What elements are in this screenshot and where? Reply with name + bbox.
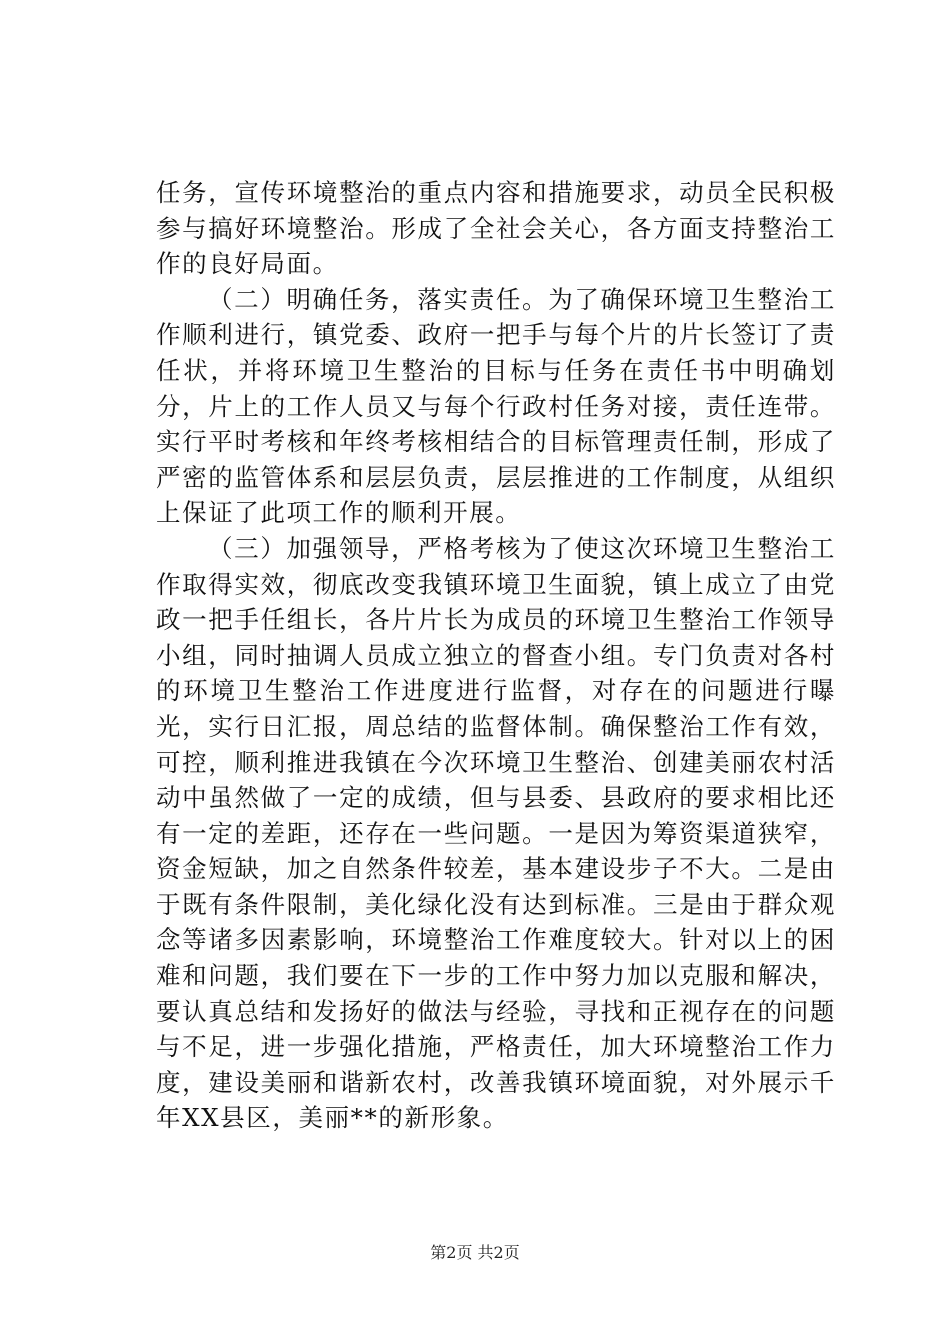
- paragraph-continuation: 任务，宣传环境整治的重点内容和措施要求，动员全民积极参与搞好环境整治。形成了全社会关心，各方面支持整治工作的良好局面。: [156, 178, 836, 279]
- page-footer: 第2页 共2页: [430, 1243, 520, 1262]
- paragraph-section-three: （三）加强领导，严格考核为了使这次环境卫生整治工作取得实效，彻底改变我镇环境卫生面貌，镇上成立了由党政一把手任组长，各片片长为成员的环境卫生整治工作领导小组，同时抽调人员成立独立的督查小组。专门负责对各村的环境卫生整治工作进度进行监督，对存在的问题进行曝光，实行日汇报，周总结的监督体制。确保整治工作有效，可控，顺利推进我镇在今次环境卫生整治、创建美丽农村活动中虽然做了一定的成绩，但与县委、县政府的要求相比还有一定的差距，还存在一些问题。一是因为筹资渠道狭窄，资金短缺，加之自然条件较差，基本建设步子不大。二是由于既有条件限制，美化绿化没有达到标准。三是由于群众观念等诸多因素影响，环境整治工作难度较大。针对以上的困难和问题，我们要在下一步的工作中努力加以克服和解决，要认真总结和发扬好的做法与经验，寻找和正视存在的问题与不足，进一步强化措施，严格责任，加大环境整治工作力度，建设美丽和谐新农村，改善我镇环境面貌，对外展示千年XX县区，美丽**的新形象。: [156, 533, 836, 1133]
- document-body: [156, 175, 836, 1136]
- paragraph-section-two: （二）明确任务，落实责任。为了确保环境卫生整治工作顺利进行，镇党委、政府一把手与每个片的片长签订了责任状，并将环境卫生整治的目标与任务在责任书中明确划分，片上的工作人员又与每个行政村任务对接，责任连带。实行平时考核和年终考核相结合的目标管理责任制，形成了严密的监管体系和层层负责，层层推进的工作制度，从组织上保证了此项工作的顺利开展。: [156, 284, 836, 528]
